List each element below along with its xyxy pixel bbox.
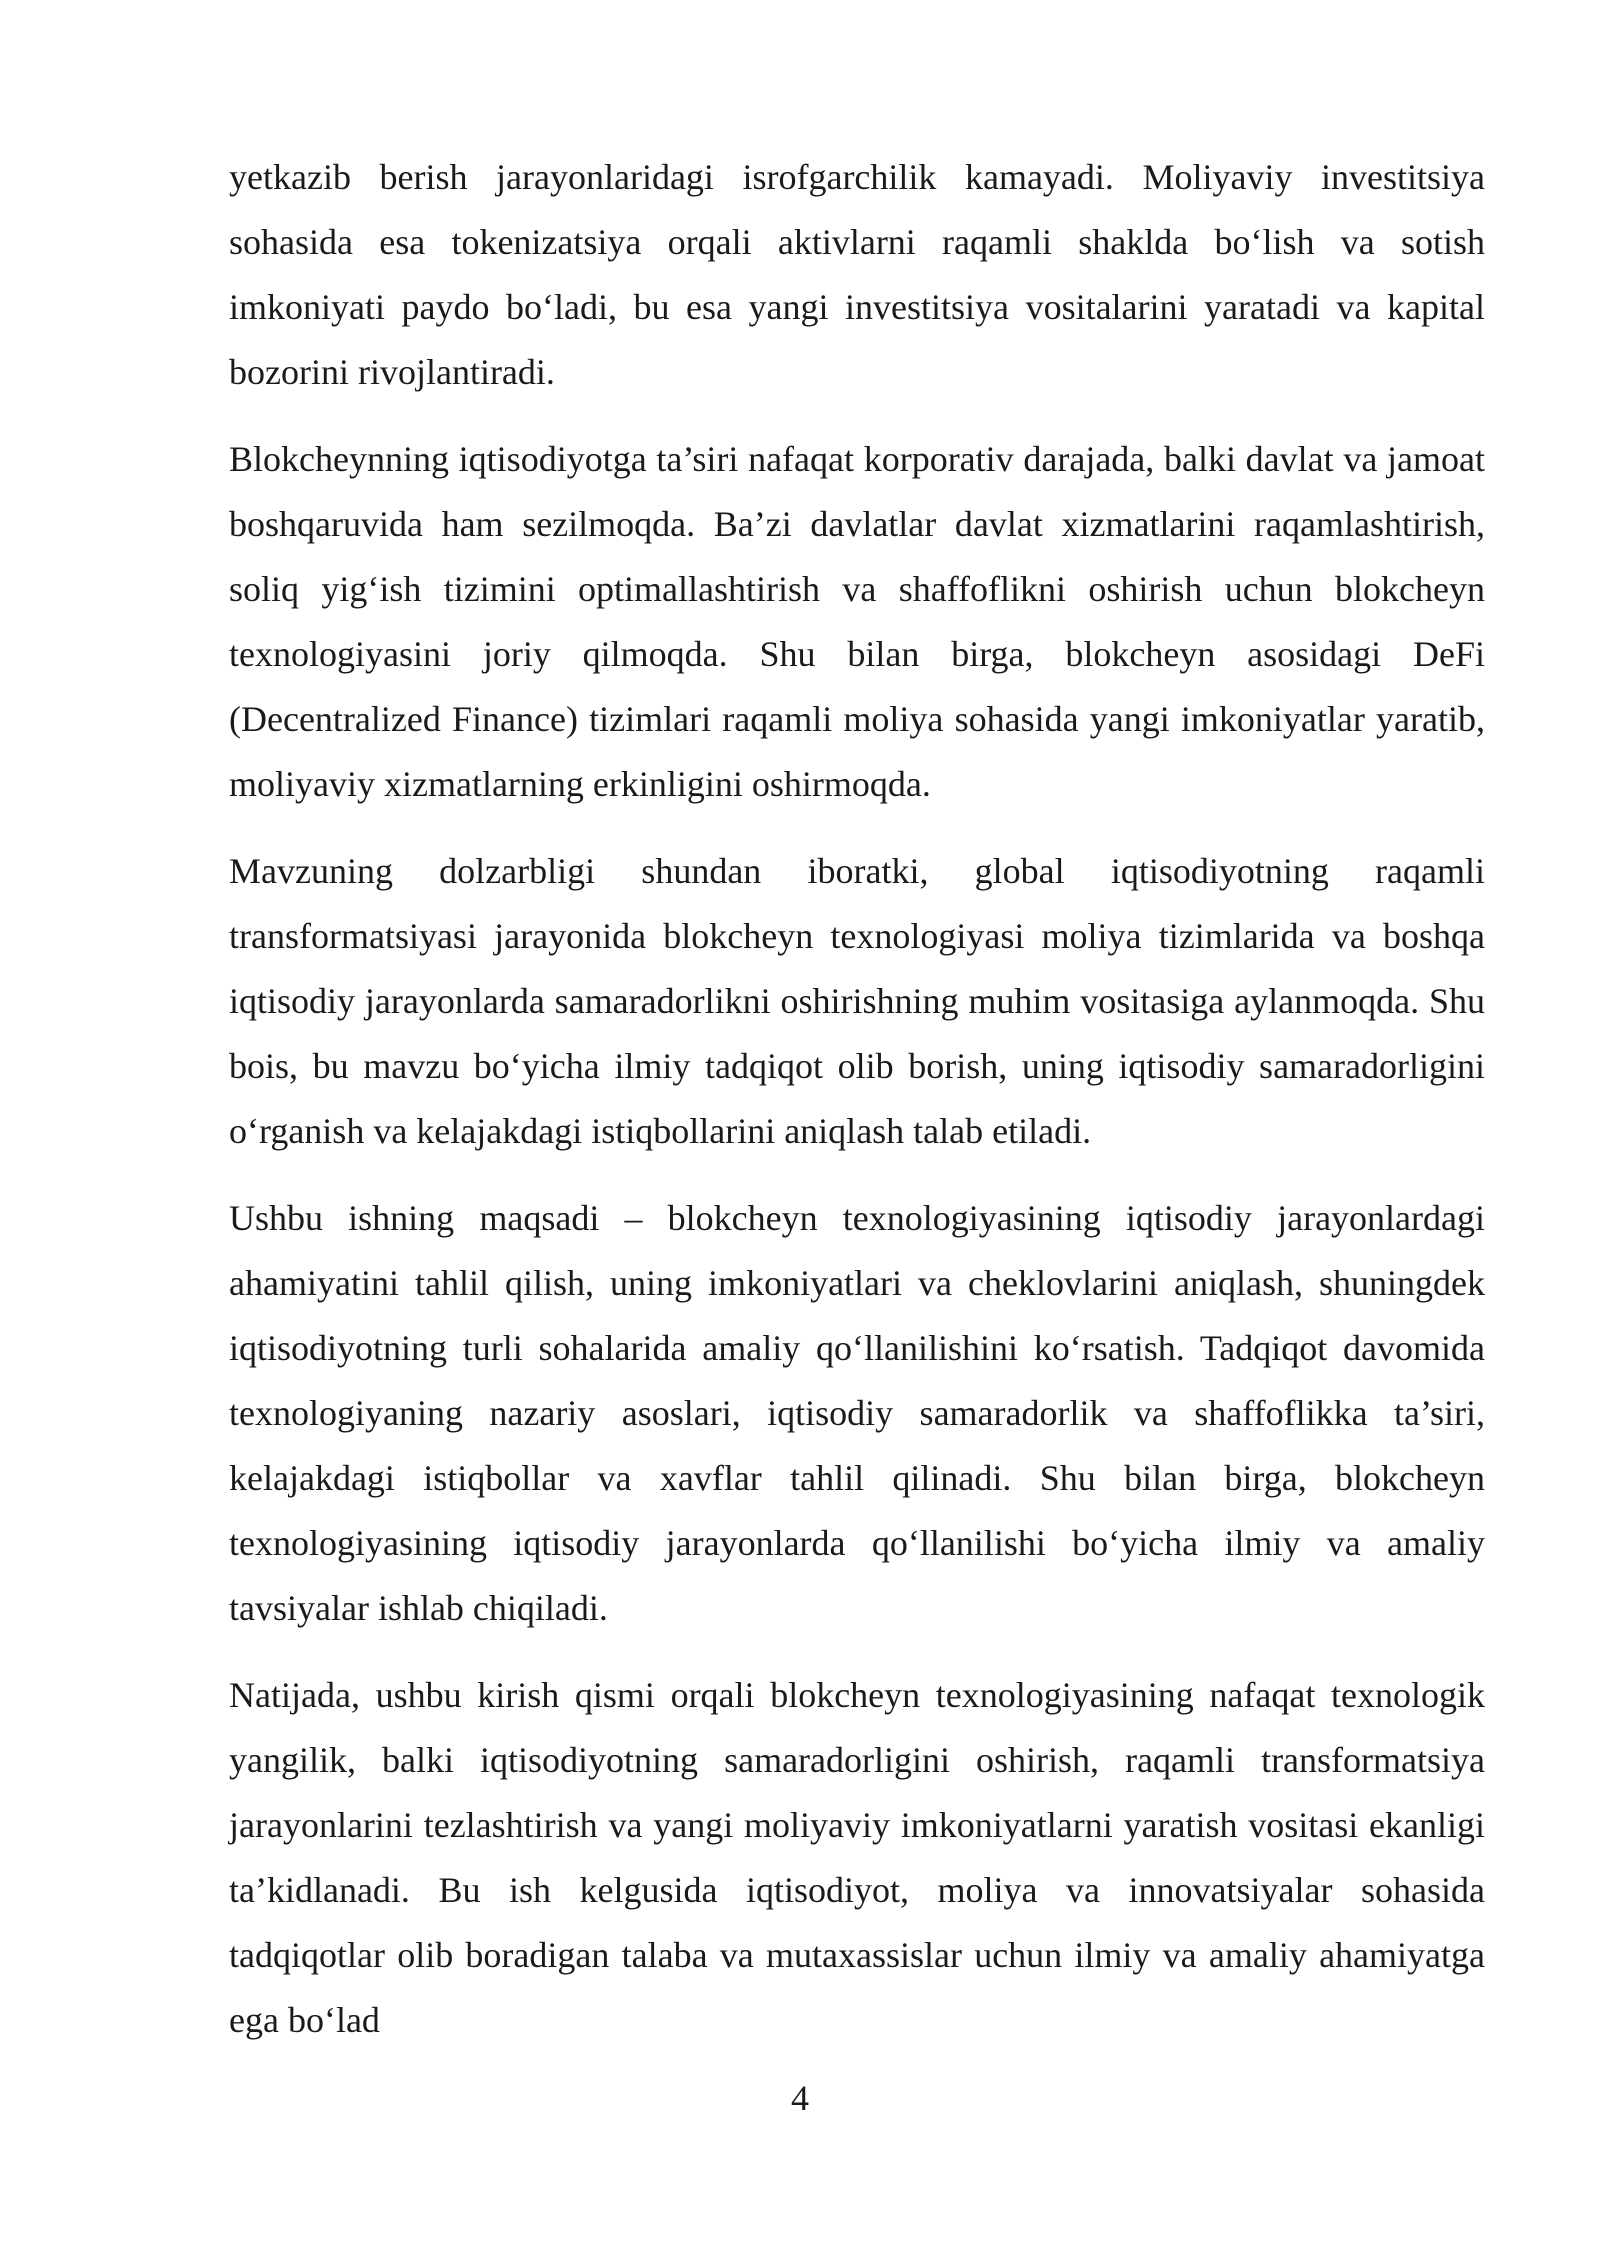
paragraph-2: Blokcheynning iqtisodiyotga ta’siri nafaqat korporativ darajada, balki davlat va jamoat boshqaruvida ham sezilmoqda. Ba’zi davlatlar davlat xizmatlarini raqamlashtirish, soliq yig‘ish tizimini optimallashtirish va shaffoflikni oshirish uchun blokcheyn texnologiyasini joriy qilmoqda. Shu bilan birga, blokcheyn asosidagi DeFi (Decentralized Finance) tizimlari raqamli moliya sohasida yangi imkoniyatlar yaratib, moliyaviy xizmatlarning erkinligini oshirmoqda. [229,439,1485,804]
paragraph-4: Ushbu ishning maqsadi – blokcheyn texnologiyasining iqtisodiy jarayonlardagi ahamiyatini tahlil qilish, uning imkoniyatlari va cheklovlarini aniqlash, shuningdek iqtisodiyotning turli sohalarida amaliy qo‘llanilishini ko‘rsatish. Tadqiqot davomida texnologiyaning nazariy asoslari, iqtisodiy samaradorlik va shaffoflikka ta’siri, kelajakdagi istiqbollar va xavflar tahlil qilinadi. Shu bilan birga, blokcheyn texnologiyasining iqtisodiy jarayonlarda qo‘llanilishi bo‘yicha ilmiy va amaliy tavsiyalar ishlab chiqiladi. [229,1198,1485,1628]
page-body [229,145,1485,2075]
paragraph-5: Natijada, ushbu kirish qismi orqali blokcheyn texnologiyasining nafaqat texnologik yangilik, balki iqtisodiyotning samaradorligini oshirish, raqamli transformatsiya jarayonlarini tezlashtirish va yangi moliyaviy imkoniyatlarni yaratish vositasi ekanligi ta’kidlanadi. Bu ish kelgusida iqtisodiyot, moliya va innovatsiyalar sohasida tadqiqotlar olib boradigan talaba va mutaxassislar uchun ilmiy va amaliy ahamiyatga ega bo‘lad [229,1675,1485,2040]
page-number: 4 [791,2078,809,2118]
paragraph-1: yetkazib berish jarayonlaridagi isrofgarchilik kamayadi. Moliyaviy investitsiya sohasida esa tokenizatsiya orqali aktivlarni raqamli shaklda bo‘lish va sotish imkoniyati paydo bo‘ladi, bu esa yangi investitsiya vositalarini yaratadi va kapital bozorini rivojlantiradi. [229,157,1485,392]
paragraph-3: Mavzuning dolzarbligi shundan iboratki, global iqtisodiyotning raqamli transformatsiyasi jarayonida blokcheyn texnologiyasi moliya tizimlarida va boshqa iqtisodiy jarayonlarda samaradorlikni oshirishning muhim vositasiga aylanmoqda. Shu bois, bu mavzu bo‘yicha ilmiy tadqiqot olib borish, uning iqtisodiy samaradorligini o‘rganish va kelajakdagi istiqbollarini aniqlash talab etiladi. [229,851,1485,1151]
